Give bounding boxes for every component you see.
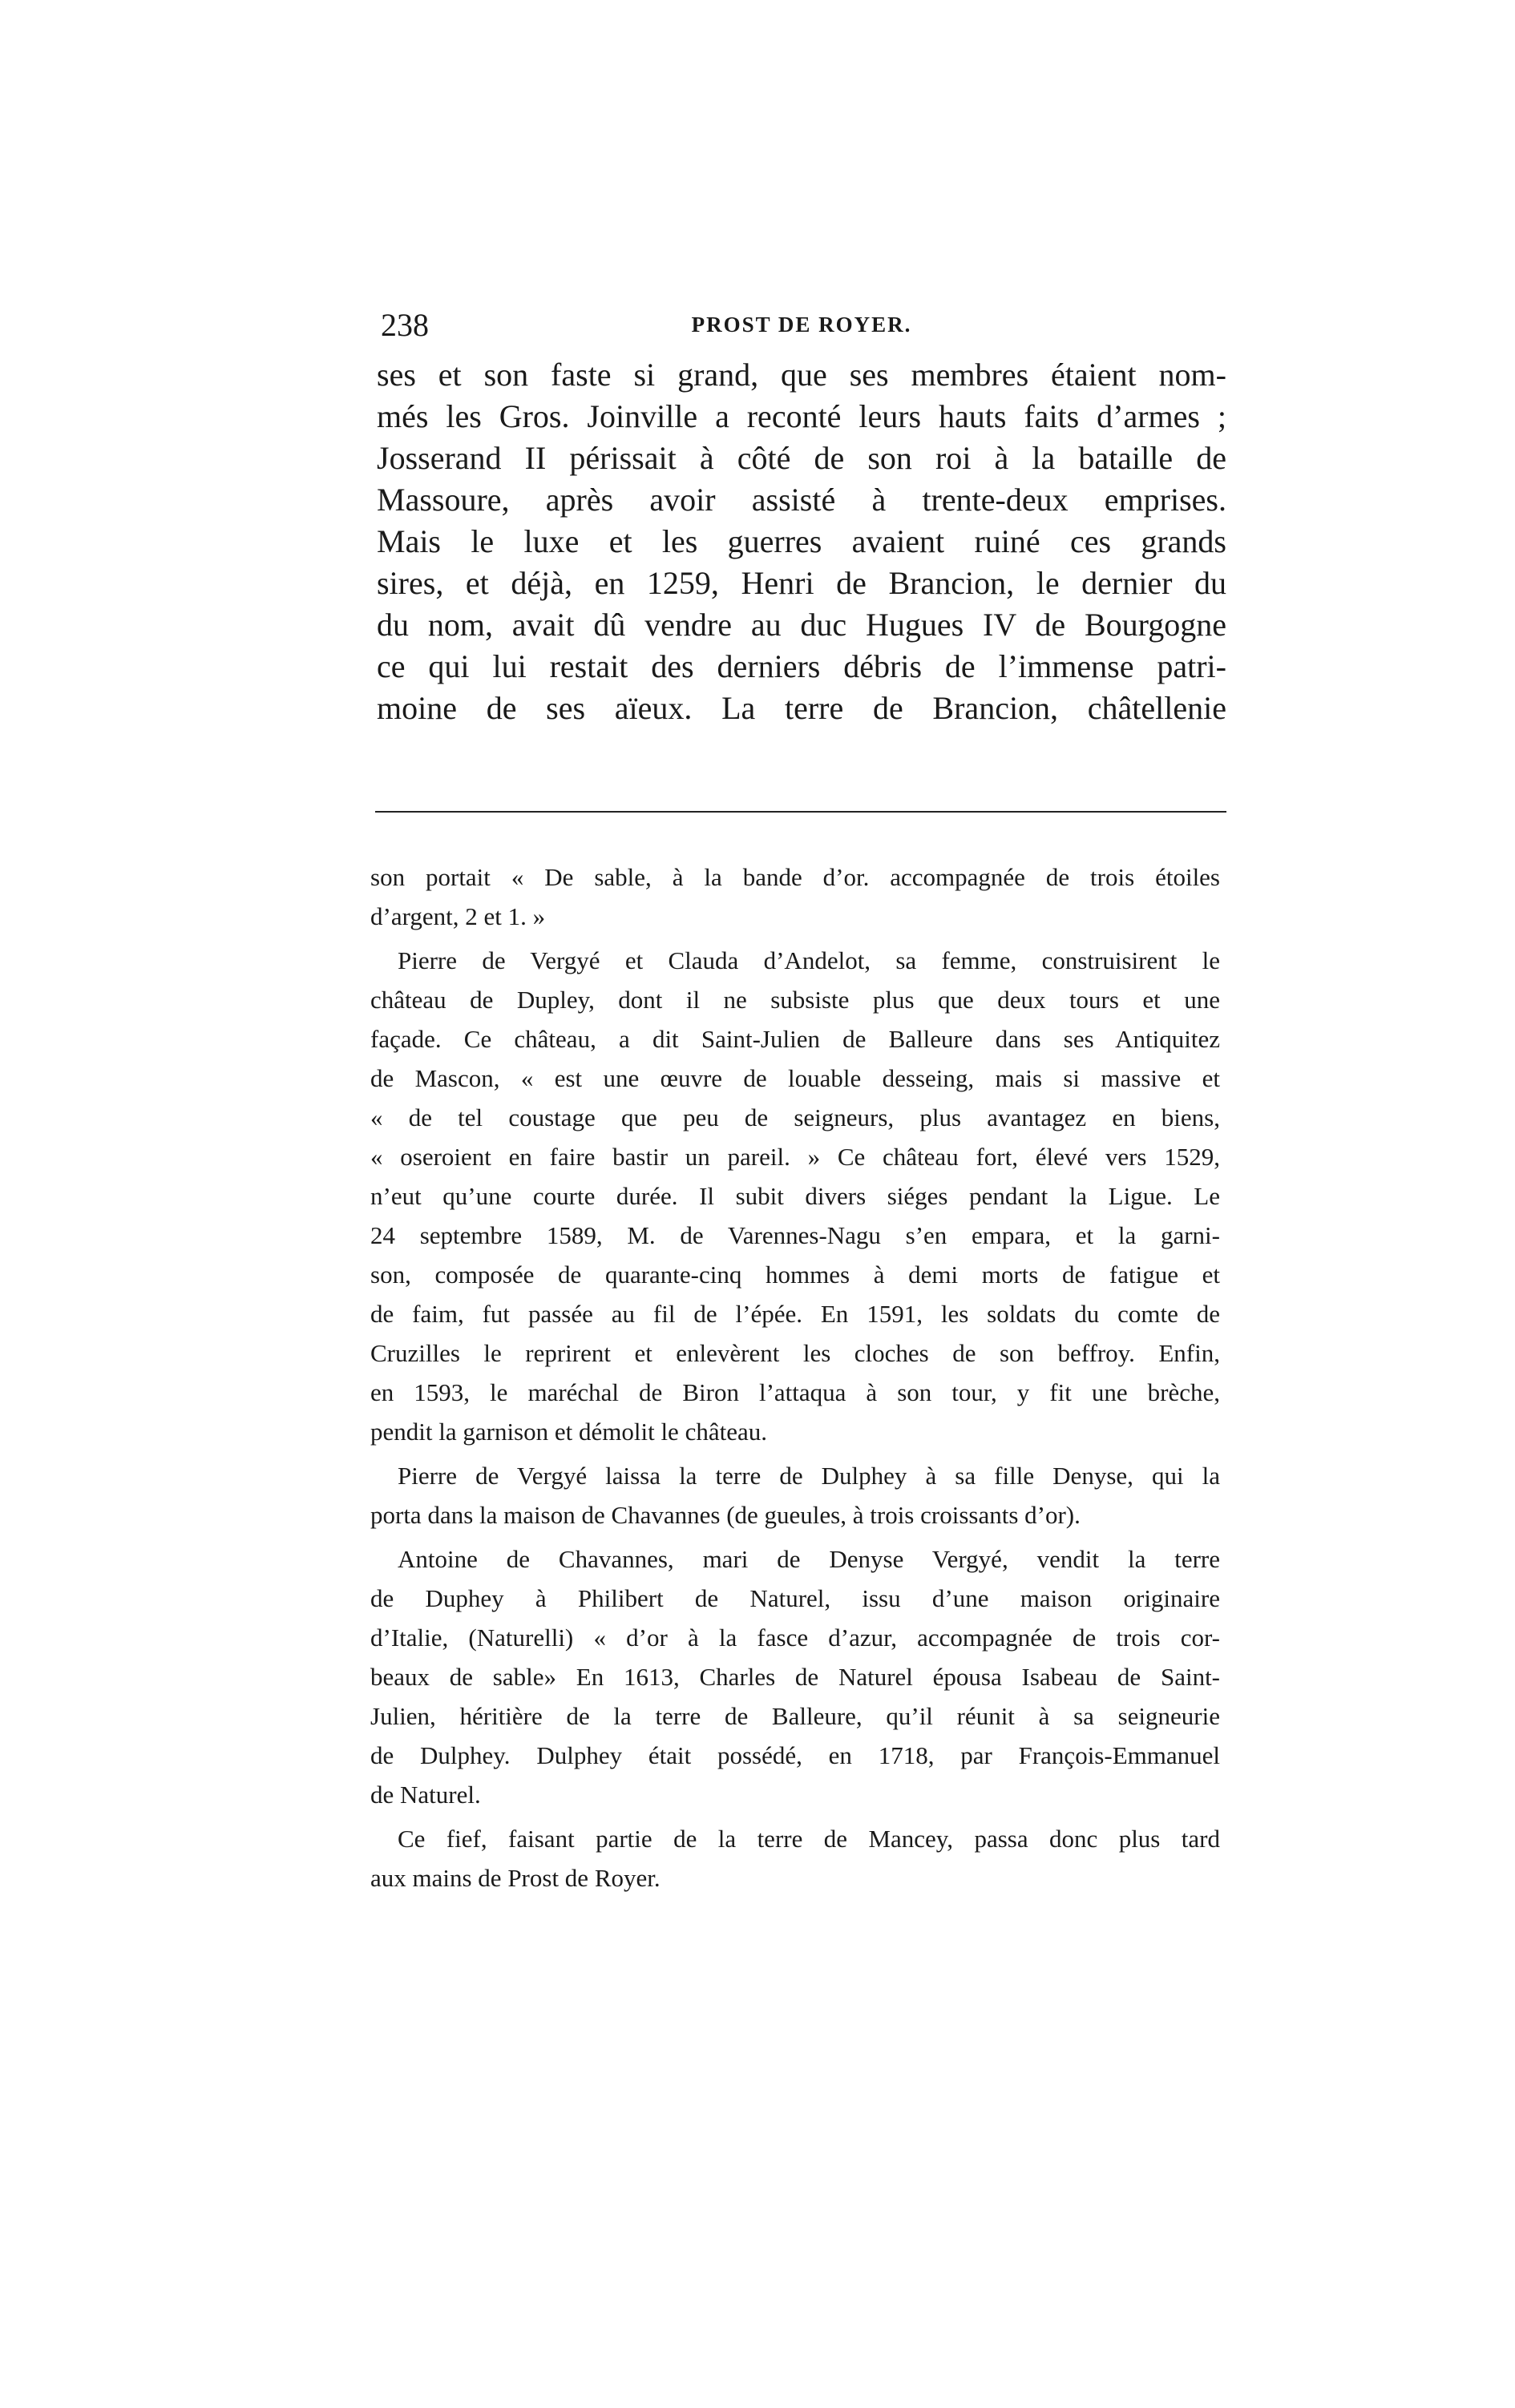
main-text-line: du nom, avait dû vendre au duc Hugues IV de Bourgogne (377, 607, 1226, 643)
footnote-line: son, composée de quarante-cinq hommes à demi morts de fatigue et (370, 1260, 1220, 1289)
page-number: 238 (381, 307, 429, 343)
footnote-line: de Dulphey. Dulphey était possédé, en 1718, par François-Emmanuel (370, 1741, 1220, 1769)
footnote-line: Ce fief, faisant partie de la terre de Mancey, passa donc plus tard (398, 1825, 1220, 1853)
footnote-line: Pierre de Vergyé laissa la terre de Dulphey à sa fille Denyse, qui la (398, 1462, 1220, 1490)
footnote-line: Antoine de Chavannes, mari de Denyse Vergyé, vendit la terre (398, 1545, 1220, 1573)
running-title: PROST DE ROYER. (691, 313, 912, 337)
footnote-line: d’Italie, (Naturelli) « d’or à la fasce d’azur, accompagnée de trois cor- (370, 1623, 1220, 1652)
footnote-line: de Mascon, « est une œuvre de louable desseing, mais si massive et (370, 1064, 1220, 1092)
main-text-line: ses et son faste si grand, que ses membres étaient nom- (377, 357, 1226, 393)
footnote-line: aux mains de Prost de Royer. (370, 1864, 661, 1892)
footnote-line: 24 septembre 1589, M. de Varennes-Nagu s’en empara, et la garni- (370, 1221, 1220, 1249)
main-text-line: Josserand II périssait à côté de son roi à la bataille de (377, 440, 1226, 476)
footnote-line: en 1593, le maréchal de Biron l’attaqua à son tour, y fit une brèche, (370, 1378, 1220, 1406)
footnote-line: « oseroient en faire bastir un pareil. » Ce château fort, élevé vers 1529, (370, 1143, 1220, 1171)
footnote-line: Julien, héritière de la terre de Balleure, qu’il réunit à sa seigneurie (370, 1702, 1220, 1730)
footnote-line: d’argent, 2 et 1. » (370, 902, 546, 930)
main-text-line: més les Gros. Joinville a reconté leurs hauts faits d’armes ; (377, 398, 1226, 434)
footnote-line: Cruzilles le reprirent et enlevèrent les cloches de son beffroy. Enfin, (370, 1339, 1220, 1367)
main-text (377, 354, 1226, 729)
footnote-line: « de tel coustage que peu de seigneurs, plus avantagez en biens, (370, 1103, 1220, 1131)
running-head (381, 306, 1222, 346)
footnotes (370, 857, 1220, 1898)
footnote-line: château de Dupley, dont il ne subsiste plus que deux tours et une (370, 986, 1220, 1014)
footnote-line: pendit la garnison et démolit le château. (370, 1418, 767, 1446)
footnote-line: de Duphey à Philibert de Naturel, issu d’une maison originaire (370, 1584, 1220, 1612)
footnote-line: son portait « De sable, à la bande d’or. accompagnée de trois étoiles (370, 863, 1220, 891)
main-text-line: ce qui lui restait des derniers débris de l’immense patri- (377, 648, 1226, 684)
main-text-line: sires, et déjà, en 1259, Henri de Brancion, le dernier du (377, 565, 1226, 601)
main-text-line: Massoure, après avoir assisté à trente-deux emprises. (377, 482, 1226, 518)
main-text-line: Mais le luxe et les guerres avaient ruiné ces grands (377, 523, 1226, 559)
footnote-line: n’eut qu’une courte durée. Il subit divers siéges pendant la Ligue. Le (370, 1182, 1220, 1210)
footnote-line: beaux de sable» En 1613, Charles de Naturel épousa Isabeau de Saint- (370, 1663, 1220, 1691)
footnote-line: façade. Ce château, a dit Saint-Julien de Balleure dans ses Antiquitez (370, 1025, 1220, 1053)
footnote-line: Pierre de Vergyé et Clauda d’Andelot, sa femme, construisirent le (398, 946, 1220, 974)
footnote-line: de faim, fut passée au fil de l’épée. En 1591, les soldats du comte de (370, 1300, 1220, 1328)
footnote-separator-rule (375, 811, 1226, 813)
footnote-line: de Naturel. (370, 1781, 481, 1809)
footnote-line: porta dans la maison de Chavannes (de gueules, à trois croissants d’or). (370, 1501, 1081, 1529)
main-text-line: moine de ses aïeux. La terre de Brancion, châtellenie (377, 690, 1226, 726)
